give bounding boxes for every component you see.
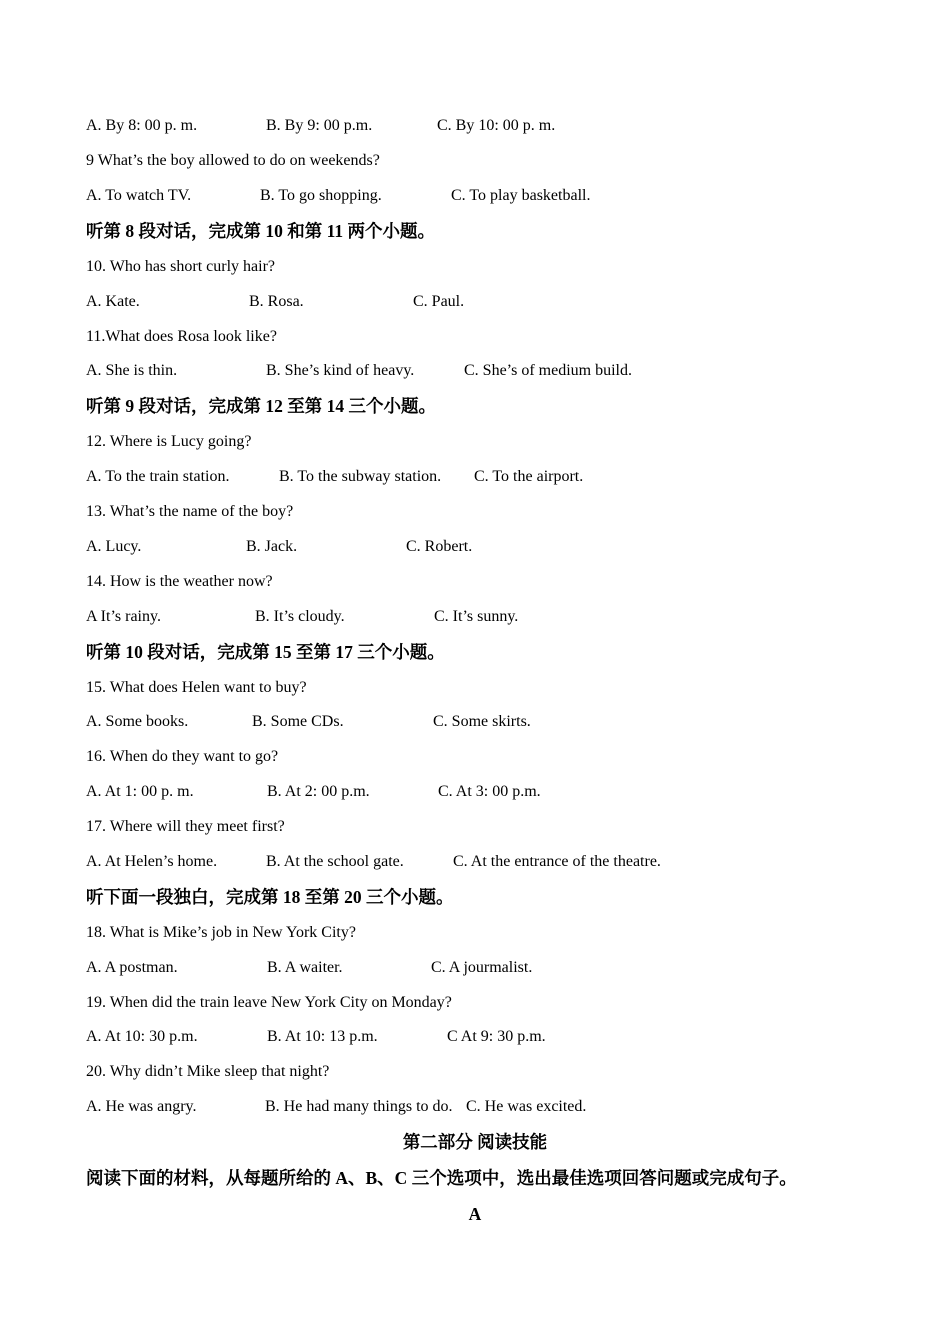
answer-option-a: A. At 10: 30 p.m. (86, 1028, 198, 1045)
answer-option-c: C. A jourmalist. (431, 959, 533, 976)
answer-option-a: A. A postman. (86, 959, 178, 976)
question-text: 20. Why didn’t Mike sleep that night? (86, 1063, 330, 1080)
answer-option-a: A. To the train station. (86, 468, 230, 485)
section-instruction: 听第 8 段对话，完成第 10 和第 11 两个小题。 (86, 221, 436, 241)
answer-option-b: B. At 2: 00 p.m. (267, 783, 370, 800)
answer-option-b: B. At 10: 13 p.m. (267, 1028, 378, 1045)
section-instruction: 听第 9 段对话，完成第 12 至第 14 三个小题。 (86, 396, 436, 416)
section-instruction: 听下面一段独白，完成第 18 至第 20 三个小题。 (86, 887, 454, 907)
answer-option-a: A. To watch TV. (86, 187, 192, 204)
answer-option-b: B. Rosa. (249, 293, 304, 310)
question-text: 17. Where will they meet first? (86, 818, 285, 835)
answer-option-c: C. He was excited. (466, 1098, 587, 1115)
passage-label: A (468, 1204, 482, 1224)
answer-option-a: A. At 1: 00 p. m. (86, 783, 194, 800)
answer-option-b: B. He had many things to do. (265, 1098, 453, 1115)
answer-option-c: C At 9: 30 p.m. (447, 1028, 546, 1045)
question-text: 15. What does Helen want to buy? (86, 679, 307, 696)
answer-option-b: B. She’s kind of heavy. (266, 362, 415, 379)
answer-option-a: A It’s rainy. (86, 608, 161, 625)
answer-option-a: A. She is thin. (86, 362, 178, 379)
question-text: 14. How is the weather now? (86, 573, 273, 590)
answer-option-a: A. Kate. (86, 293, 140, 310)
answer-option-c: C. To the airport. (474, 468, 584, 485)
question-text: 12. Where is Lucy going? (86, 433, 252, 450)
answer-option-c: C. By 10: 00 p. m. (437, 117, 556, 134)
answer-option-c: C. It’s sunny. (434, 608, 519, 625)
answer-option-a: A. Some books. (86, 713, 189, 730)
answer-option-c: C. Paul. (413, 293, 465, 310)
answer-option-a: A. He was angry. (86, 1098, 197, 1115)
part-title: 第二部分 阅读技能 (402, 1132, 548, 1152)
answer-option-c: C. Some skirts. (433, 713, 531, 730)
section-instruction: 听第 10 段对话，完成第 15 至第 17 三个小题。 (86, 642, 445, 662)
answer-option-c: C. At the entrance of the theatre. (453, 853, 661, 870)
answer-option-a: A. By 8: 00 p. m. (86, 117, 198, 134)
answer-option-c: C. Robert. (406, 538, 473, 555)
answer-option-b: B. To the subway station. (279, 468, 442, 485)
answer-option-a: A. At Helen’s home. (86, 853, 218, 870)
answer-option-b: B. By 9: 00 p.m. (266, 117, 373, 134)
answer-option-a: A. Lucy. (86, 538, 142, 555)
answer-option-c: C. To play basketball. (451, 187, 591, 204)
question-text: 18. What is Mike’s job in New York City? (86, 924, 356, 941)
answer-option-b: B. To go shopping. (260, 187, 382, 204)
answer-option-c: C. At 3: 00 p.m. (438, 783, 541, 800)
answer-option-b: B. Jack. (246, 538, 298, 555)
question-text: 19. When did the train leave New York City on Monday? (86, 994, 452, 1011)
answer-option-b: B. Some CDs. (252, 713, 344, 730)
section-instruction: 阅读下面的材料，从每题所给的 A、B、C 三个选项中，选出最佳选项回答问题或完成句子。 (86, 1168, 797, 1188)
answer-option-c: C. She’s of medium build. (464, 362, 632, 379)
answer-option-b: B. It’s cloudy. (255, 608, 345, 625)
answer-option-b: B. A waiter. (267, 959, 343, 976)
question-text: 11.What does Rosa look like? (86, 328, 277, 345)
question-text: 10. Who has short curly hair? (86, 258, 275, 275)
answer-option-b: B. At the school gate. (266, 853, 404, 870)
question-text: 9 What’s the boy allowed to do on weekends? (86, 152, 380, 169)
question-text: 16. When do they want to go? (86, 748, 279, 765)
question-text: 13. What’s the name of the boy? (86, 503, 294, 520)
